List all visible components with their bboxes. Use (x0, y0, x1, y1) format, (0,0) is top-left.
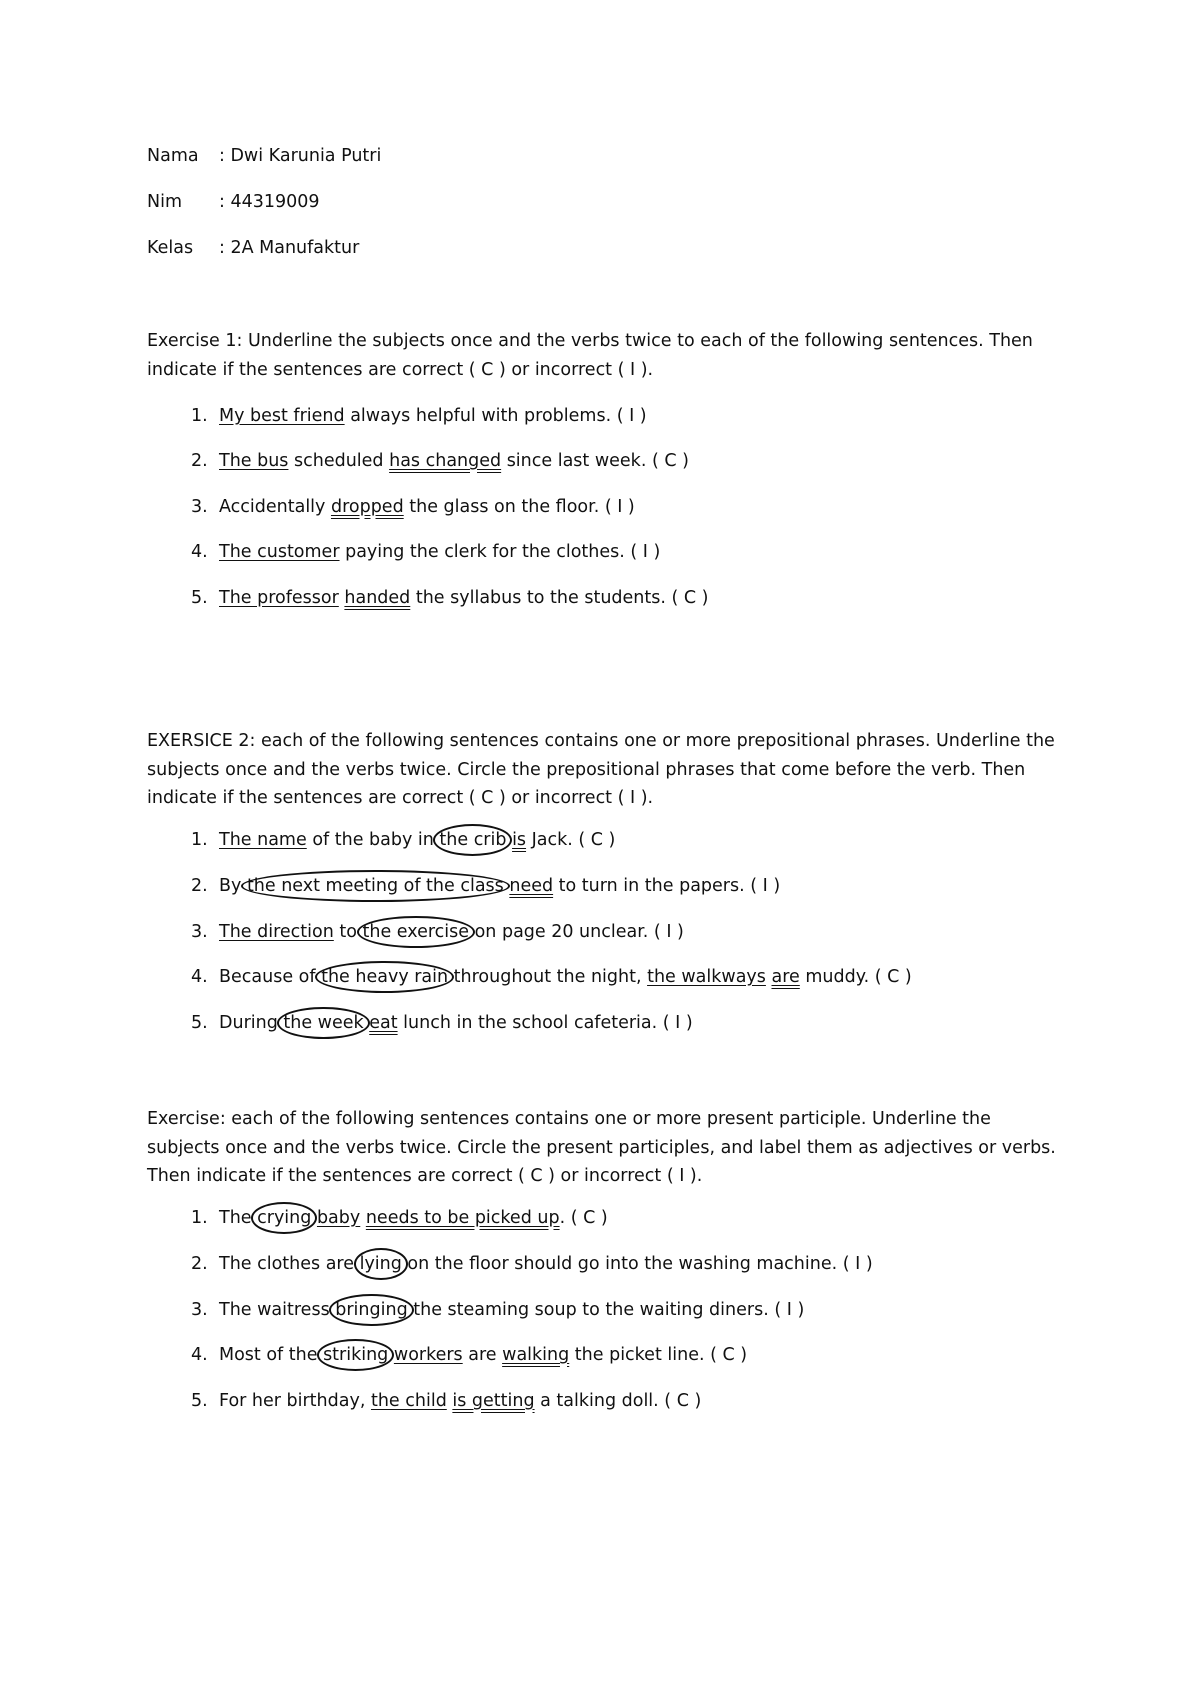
item-number: 3. (191, 922, 208, 942)
subject: The professor (219, 588, 339, 608)
ex3-item-1 (147, 1208, 608, 1228)
text: . ( C ) (559, 1208, 608, 1228)
text: the glass on the floor. ( I ) (403, 497, 635, 517)
item-number: 3. (191, 497, 208, 517)
ex2-item-2 (147, 876, 780, 896)
text: throughout the night, (448, 967, 648, 987)
kelas-value: : 2A Manufaktur (219, 238, 360, 258)
subject: baby (316, 1208, 361, 1228)
verb: dropped (330, 497, 404, 517)
ex1-item-5 (147, 588, 708, 608)
text: scheduled (288, 451, 390, 471)
text: on the floor should go into the washing machine. ( I ) (401, 1254, 873, 1274)
text: For her birthday, (219, 1391, 371, 1411)
item-number: 5. (191, 1013, 208, 1033)
subject: The direction (219, 922, 334, 942)
text: Jack. ( C ) (526, 830, 616, 850)
exercise3-instruction: Exercise: each of the following sentences contains one or more present participle. Underline the subjects once and the verbs twice. Circle the present participles, and label them as adjectives or verbs. Then indicate if the sentences are correct ( C ) or incorrect ( I ). (147, 1109, 1056, 1186)
text: of the baby in (306, 830, 440, 850)
text: always helpful with problems. ( I ) (344, 406, 647, 426)
text: the steaming soup to the waiting diners. ( I ) (407, 1300, 805, 1320)
item-number: 4. (191, 542, 208, 562)
text: The waitress (219, 1300, 336, 1320)
item-number: 5. (191, 1391, 208, 1411)
verb: has changed (389, 451, 502, 471)
kelas-row (147, 238, 359, 258)
text: to (333, 922, 363, 942)
ex3-item-5 (147, 1391, 701, 1411)
subject: the walkways (647, 967, 766, 987)
ex1-item-4 (147, 542, 660, 562)
ex1-item-3 (147, 497, 635, 517)
item-number: 2. (191, 1254, 208, 1274)
subject: workers (393, 1345, 463, 1365)
circled-phrase: the next meeting of the class (246, 876, 504, 896)
ex1-item-1 (147, 406, 647, 426)
item-number: 2. (191, 876, 208, 896)
text: The clothes are (219, 1254, 360, 1274)
kelas-label: Kelas (147, 238, 194, 258)
text: paying the clerk for the clothes. ( I ) (339, 542, 661, 562)
circled-phrase: the week (283, 1013, 364, 1033)
text: the syllabus to the students. ( C ) (410, 588, 709, 608)
item-number: 4. (191, 1345, 208, 1365)
item-number: 5. (191, 588, 208, 608)
text: Most of the (219, 1345, 324, 1365)
text: Accidentally (219, 497, 331, 517)
circled-participle: lying (359, 1254, 402, 1274)
text: a talking doll. ( C ) (534, 1391, 702, 1411)
verb: are (771, 967, 800, 987)
text: on page 20 unclear. ( I ) (469, 922, 684, 942)
subject: the child (370, 1391, 447, 1411)
ex2-item-3 (147, 922, 684, 942)
ex2-item-5 (147, 1013, 693, 1033)
text: the picket line. ( C ) (569, 1345, 748, 1365)
nim-value: : 44319009 (219, 192, 320, 212)
subject: My best friend (219, 406, 345, 426)
circled-participle: bringing (335, 1300, 408, 1320)
circled-phrase: the crib (439, 830, 507, 850)
circled-participle: striking (323, 1345, 389, 1365)
ex2-item-1 (147, 830, 615, 850)
exercise1-instruction: Exercise 1: Underline the subjects once and the verbs twice to each of the following sentences. Then indicate if the sentences are correct ( C ) or incorrect ( I ). (147, 331, 1033, 380)
text: During (219, 1013, 284, 1033)
verb: walking (502, 1345, 570, 1365)
circled-phrase: the heavy rain (321, 967, 449, 987)
text: The (219, 1208, 258, 1228)
subject: The bus (219, 451, 289, 471)
ex3-item-2 (147, 1254, 873, 1274)
ex3-item-3 (147, 1300, 804, 1320)
text: since last week. ( C ) (501, 451, 689, 471)
exercise2-instruction: EXERSICE 2: each of the following sentences contains one or more prepositional phrases. Underline the subjects once and the verbs twice. Circle the prepositional phrases that come before the verb. Then indicate if the sentences are correct ( C ) or incorrect ( I ). (147, 731, 1055, 808)
text: to turn in the papers. ( I ) (553, 876, 781, 896)
item-number: 1. (191, 1208, 208, 1228)
subject: The customer (219, 542, 340, 562)
item-number: 3. (191, 1300, 208, 1320)
item-number: 2. (191, 451, 208, 471)
ex2-item-4 (147, 967, 912, 987)
subject: The name (219, 830, 307, 850)
text: are (462, 1345, 503, 1365)
ex3-item-4 (147, 1345, 747, 1365)
verb: needs to be picked up (365, 1208, 560, 1228)
verb: need (509, 876, 554, 896)
text: lunch in the school cafeteria. ( I ) (397, 1013, 693, 1033)
nama-label: Nama (147, 146, 199, 166)
nim-label: Nim (147, 192, 182, 212)
item-number: 4. (191, 967, 208, 987)
nama-row (147, 146, 381, 166)
verb: is getting (452, 1391, 535, 1411)
verb: eat (369, 1013, 398, 1033)
nama-value: : Dwi Karunia Putri (219, 146, 382, 166)
item-number: 1. (191, 830, 208, 850)
circled-phrase: the exercise (362, 922, 470, 942)
ex1-item-2 (147, 451, 689, 471)
verb: is (512, 830, 527, 850)
text: Because of (219, 967, 322, 987)
text: muddy. ( C ) (799, 967, 912, 987)
nim-row (147, 192, 320, 212)
circled-participle: crying (257, 1208, 312, 1228)
item-number: 1. (191, 406, 208, 426)
text: By (219, 876, 247, 896)
verb: handed (344, 588, 411, 608)
